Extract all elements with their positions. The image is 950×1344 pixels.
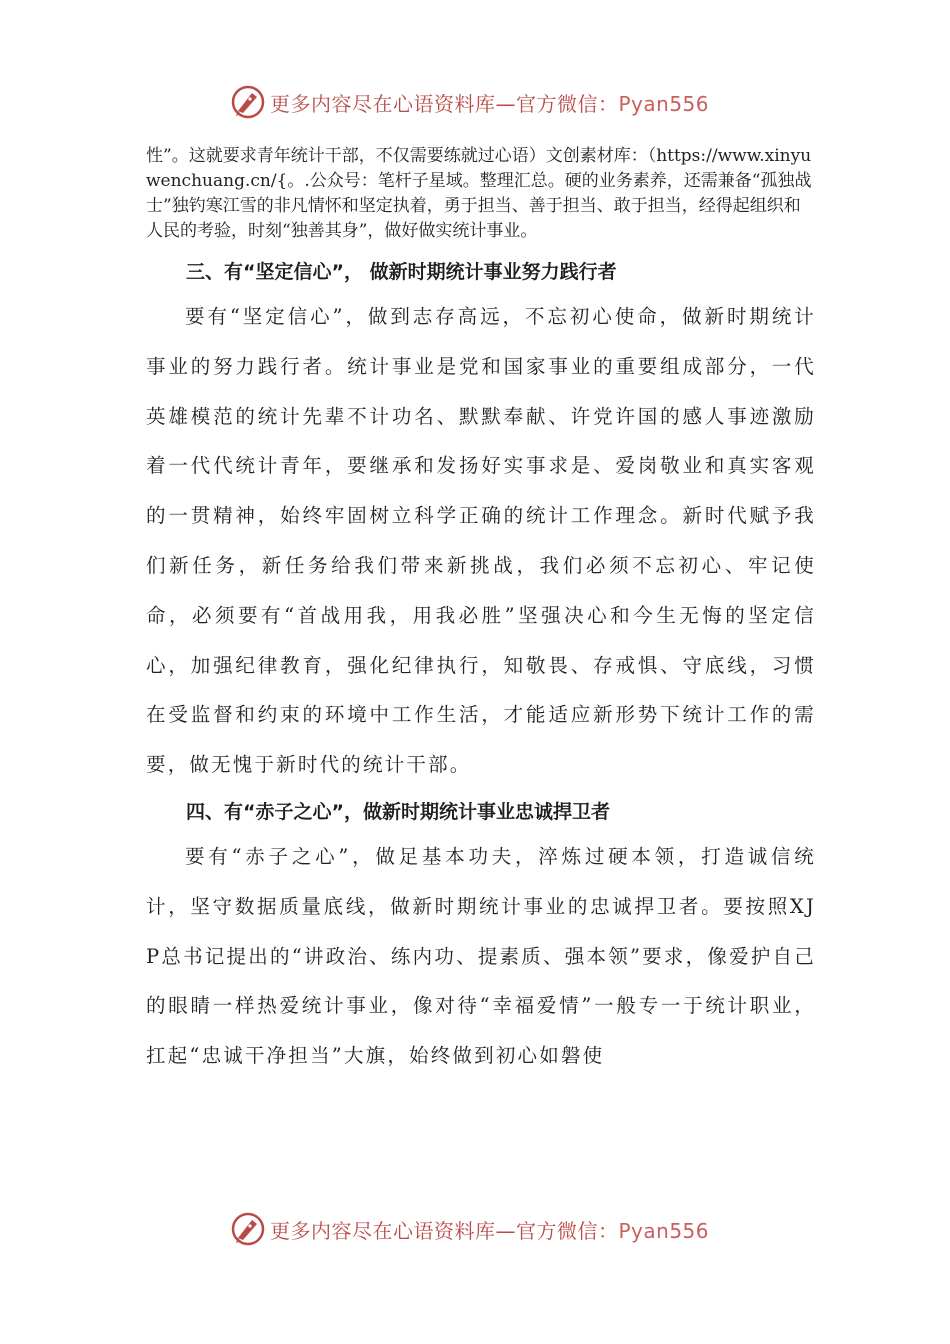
pen-nib-logo-icon [230,1211,266,1247]
document-body [146,144,816,1081]
header-banner-text: 更多内容尽在心语资料库—官方微信：Pyan556 [270,91,710,116]
footer-banner-text: 更多内容尽在心语资料库—官方微信：Pyan556 [270,1218,710,1243]
section-4-heading: 四、有“赤子之心”，做新时期统计事业忠诚捍卫者 [186,800,610,823]
section-4-paragraph: 要有“赤子之心”，做足基本功夫，淬炼过硬本领，打造诚信统计，坚守数据质量底线，做新时期统计事业的忠诚捍卫者。要按照XJP总书记提出的“讲政治、练内功、提素质、强本领”要求，像爱护自己的眼睛一样热爱统计事业，像对待“幸福爱情”一般专一于统计职业，扛起“忠诚干净担当”大旗，始终做到初心如磐使 [146,844,816,1068]
pen-nib-logo-icon [230,84,266,120]
section-3-paragraph: 要有“坚定信心”，做到志存高远，不忘初心使命，做新时期统计事业的努力践行者。统计事业是党和国家事业的重要组成部分，一代英雄模范的统计先辈不计功名、默默奉献、许党许国的感人事迹激励着一代代统计青年，要继承和发扬好实事求是、爱岗敬业和真实客观的一贯精神，始终牢固树立科学正确的统计工作理念。新时代赋予我们新任务，新任务给我们带来新挑战，我们必须不忘初心、牢记使命，必须要有“首战用我，用我必胜”坚强决心和今生无悔的坚定信心，加强纪律教育，强化纪律执行，知敬畏、存戒惧、守底线，习惯在受监督和约束的环境中工作生活，才能适应新形势下统计工作的需要，做无愧于新时代的统计干部。 [146,305,816,777]
intro-paragraph: 性”。这就要求青年统计干部，不仅需要练就过心语）文创素材库：（https://www.xinyuwenchuang.cn/{。.公众号：笔杆子星域。整理汇总。硬的业务素养，还需兼备“孤独战士”独钓寒江雪的非凡情怀和坚定执着，勇于担当、善于担当、敢于担当，经得起组织和人民的考验，时刻“独善其身”，做好做实统计事业。 [146,146,812,241]
footer-banner [0,1209,950,1249]
header-banner [0,82,950,122]
section-3-heading: 三、有“坚定信心”， 做新时期统计事业努力践行者 [186,261,617,283]
